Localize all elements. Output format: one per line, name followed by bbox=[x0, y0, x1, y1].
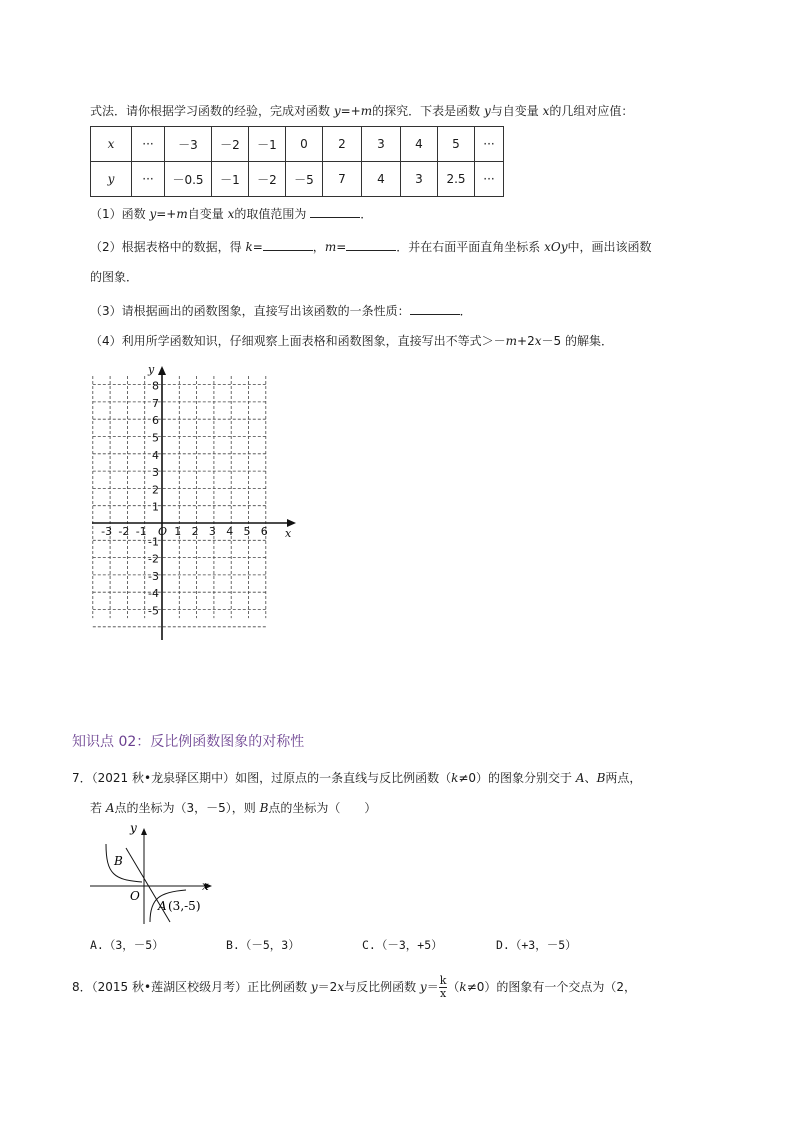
y-axis-arrow bbox=[158, 366, 166, 375]
answer-blank-k[interactable] bbox=[263, 238, 313, 251]
table-cell: 4 bbox=[362, 162, 401, 197]
table-row-y bbox=[91, 162, 504, 197]
question-4: （4）利用所学函数知识，仔细观察上面表格和函数图象，直接写出不等式＞－m+2x－5 的解集． bbox=[90, 334, 613, 348]
table-cell: 3 bbox=[401, 162, 438, 197]
answer-blank[interactable] bbox=[310, 205, 360, 218]
coordinate-grid bbox=[88, 362, 308, 644]
table-cell: －2 bbox=[212, 127, 249, 162]
table-cell: ··· bbox=[132, 127, 165, 162]
value-table bbox=[90, 126, 504, 197]
fig-origin-label: O bbox=[130, 889, 140, 903]
y-tick-label: -4 bbox=[148, 587, 159, 601]
section-heading: 知识点 02：反比例函数图象的对称性 bbox=[72, 734, 305, 750]
x-tick-label: 3 bbox=[208, 525, 216, 538]
origin-label: O bbox=[158, 525, 168, 538]
y-tick-label: 1 bbox=[152, 500, 159, 514]
table-cell: ··· bbox=[475, 127, 504, 162]
x-tick-label: -2 bbox=[118, 525, 130, 538]
y-tick-label: -2 bbox=[148, 552, 159, 566]
choice-b[interactable]: B.（－5，3） bbox=[226, 938, 300, 952]
x-axis-label: x bbox=[285, 527, 292, 540]
y-tick-label: 6 bbox=[152, 414, 159, 428]
question-3: （3）请根据画出的函数图象，直接写出该函数的一条性质： ． bbox=[90, 304, 472, 318]
fig-point-a-label: A bbox=[158, 899, 167, 913]
fig-y-arrow bbox=[141, 828, 147, 835]
x-tick-label: 2 bbox=[191, 525, 199, 538]
fig-x-label: x bbox=[202, 879, 209, 893]
table-cell: ··· bbox=[475, 162, 504, 197]
table-row-x bbox=[91, 127, 504, 162]
question-7-line-2: 若 A点的坐标为（3，－5），则 B点的坐标为（ ） bbox=[90, 801, 377, 815]
x-tick-label: -3 bbox=[101, 525, 113, 538]
table-cell: 2 bbox=[323, 127, 362, 162]
x-tick-label: 5 bbox=[243, 525, 251, 538]
fig-point-a-coord: (3,-5) bbox=[168, 899, 201, 913]
answer-blank-m[interactable] bbox=[346, 238, 396, 251]
y-tick-label: 2 bbox=[152, 483, 159, 497]
hyperbola-figure bbox=[86, 820, 220, 928]
table-cell: －3 bbox=[165, 127, 212, 162]
intro-text: 式法．请你根据学习函数的经验，完成对函数 y=+m的探究．下表是函数 y与自变量 x的几组对应值： bbox=[90, 104, 634, 118]
y-axis-label: y bbox=[148, 363, 155, 376]
y-tick-label: 3 bbox=[152, 466, 159, 480]
x-tick-label: 6 bbox=[260, 525, 268, 538]
fraction-k-over-x: $\frac{k}{x}$ bbox=[439, 974, 447, 1000]
fig-point-b-label: B bbox=[114, 854, 123, 868]
x-tick-label: -1 bbox=[135, 525, 147, 538]
question-1: （1）函数 y=+m自变量 x的取值范围为 ． bbox=[90, 207, 373, 221]
x-tick-label: 1 bbox=[174, 525, 182, 538]
table-cell: －1 bbox=[249, 127, 286, 162]
y-tick-label: 5 bbox=[152, 431, 159, 445]
table-cell: －2 bbox=[249, 162, 286, 197]
answer-blank[interactable] bbox=[410, 302, 460, 315]
y-tick-label: -1 bbox=[148, 535, 159, 549]
question-8: 8．（2015 秋•莲湖区校级月考）正比例函数 y＝2x与反比例函数 y＝ $\frac{k}{x}$ （k≠0）的图象有一个交点为（2， bbox=[72, 974, 637, 1000]
question-2: （2）根据表格中的数据，得 k= ，m= ．并在右面平面直角坐标系 xOy中，画出该函数 bbox=[90, 240, 652, 254]
y-tick-label: 7 bbox=[152, 396, 159, 410]
y-tick-label: 8 bbox=[152, 379, 159, 393]
y-tick-label: 4 bbox=[152, 448, 159, 462]
table-header-y: y bbox=[91, 162, 132, 197]
table-cell: 0 bbox=[286, 127, 323, 162]
x-axis-arrow bbox=[287, 519, 296, 527]
table-header-x: x bbox=[91, 127, 132, 162]
table-cell: ··· bbox=[132, 162, 165, 197]
question-7-line-1: 7．（2021 秋•龙泉驿区期中）如图，过原点的一条直线与反比例函数（k≠0）的图象分别交于 A、B两点， bbox=[72, 771, 642, 785]
table-cell: 5 bbox=[438, 127, 475, 162]
table-cell: －5 bbox=[286, 162, 323, 197]
table-cell: －1 bbox=[212, 162, 249, 197]
x-tick-label: 4 bbox=[226, 525, 234, 538]
table-cell: 4 bbox=[401, 127, 438, 162]
fig-y-label: y bbox=[130, 821, 137, 835]
y-tick-label: -3 bbox=[148, 569, 159, 583]
table-cell: 3 bbox=[362, 127, 401, 162]
fig-hyperbola-branch-upper bbox=[106, 844, 142, 882]
choice-c[interactable]: C.（－3，+5） bbox=[362, 938, 443, 952]
table-cell: 2.5 bbox=[438, 162, 475, 197]
question-2-cont: 的图象． bbox=[90, 270, 139, 284]
y-tick-label: -5 bbox=[148, 604, 159, 618]
table-cell: 7 bbox=[323, 162, 362, 197]
choice-a[interactable]: A.（3，－5） bbox=[90, 938, 164, 952]
choice-d[interactable]: D.（+3，－5） bbox=[496, 938, 577, 952]
table-cell: －0.5 bbox=[165, 162, 212, 197]
